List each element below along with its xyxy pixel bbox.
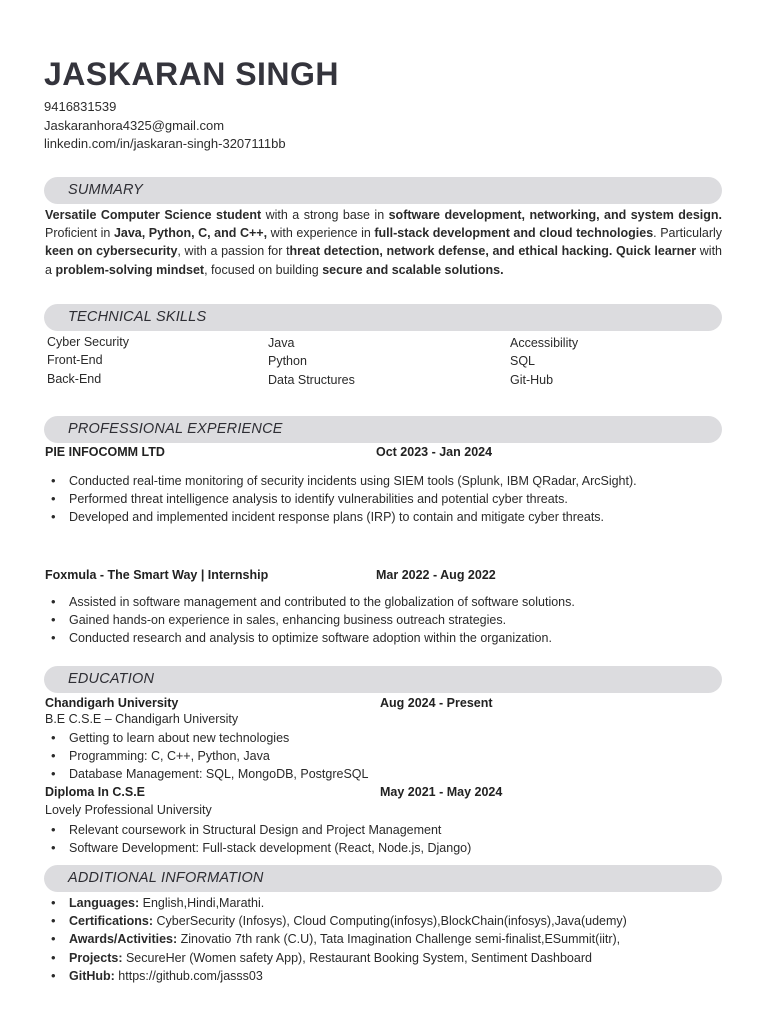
- skill-item: Back-End: [47, 371, 102, 386]
- summary-text: with a: [45, 244, 722, 277]
- summary-text: , focused on building: [204, 262, 323, 277]
- item-text: SecureHer (Women safety App), Restaurant Booking System, Sentiment Dashboard: [122, 950, 592, 965]
- school-name: Diploma In C.S.E: [45, 785, 146, 799]
- skill-item: Cyber Security: [47, 335, 129, 349]
- education-header: [45, 785, 722, 803]
- item-label: Certifications:: [69, 914, 154, 929]
- bullet-item: • Programming: C, C++, Python, Java: [45, 747, 695, 765]
- summary-text: Proficient in: [45, 226, 114, 241]
- company-name: Foxmula - The Smart Way | Internship: [45, 568, 269, 582]
- summary-text: with a strong base in: [261, 208, 389, 222]
- skill-item: Java: [268, 336, 295, 350]
- summary-paragraph: [45, 206, 722, 279]
- additional-info-list: [45, 894, 722, 985]
- bullet-item: • Gained hands-on experience in sales, enhancing business outreach strategies.: [45, 611, 695, 629]
- degree-line: B.E C.S.E – Chandigarh University: [45, 712, 239, 726]
- summary-text: keen on cybersecurity: [45, 244, 178, 259]
- job-header: [45, 445, 722, 463]
- skill-item: Data Structures: [268, 372, 355, 387]
- bullet-item: • Conducted real-time monitoring of security incidents using SIEM tools (Splunk, IBM QRadar, ArcSight).: [45, 472, 655, 490]
- bullet-item: • Software Development: Full-stack development (React, Node.js, Django): [45, 839, 695, 857]
- item-text: English,Hindi,Marathi.: [139, 896, 265, 910]
- job-header: [45, 568, 722, 586]
- section-header-technical-skills: [44, 304, 722, 331]
- bullet-item: • Getting to learn about new technologies: [45, 729, 695, 747]
- bullet-item: • Relevant coursework in Structural Design and Project Management: [45, 821, 695, 839]
- section-title: PROFESSIONAL EXPERIENCE: [68, 421, 283, 437]
- summary-text: . Particularly: [653, 226, 723, 241]
- section-title: SUMMARY: [68, 182, 143, 198]
- item-text: CyberSecurity (Infosys), Cloud Computing(infosys),BlockChain(infosys),Java(udemy): [153, 914, 627, 929]
- summary-text: problem-solving mindset: [55, 262, 205, 277]
- job-dates: Oct 2023 - Jan 2024: [376, 445, 493, 459]
- education-bullets: [45, 729, 695, 784]
- skill-item: Front-End: [47, 353, 103, 368]
- company-name: PIE INFOCOMM LTD: [45, 445, 165, 459]
- summary-text: Versatile Computer Science student: [45, 208, 262, 222]
- skills-column-2: [268, 334, 355, 389]
- linkedin-url: linkedin.com/in/jaskaran-singh-3207111bb: [44, 136, 286, 151]
- additional-item: [45, 949, 722, 967]
- skills-column-3: [510, 334, 578, 389]
- item-label: Projects:: [69, 950, 123, 965]
- summary-text: software development, networking, and system design.: [388, 208, 723, 222]
- item-text: https://github.com/jasss03: [114, 968, 263, 983]
- section-title: TECHNICAL SKILLS: [68, 309, 207, 325]
- job-bullets: [45, 472, 655, 527]
- bullet-item: • Performed threat intelligence analysis to identify vulnerabilities and potential cyber threats.: [45, 490, 655, 508]
- additional-item: [45, 894, 722, 912]
- skill-item: SQL: [510, 354, 536, 369]
- bullet-item: • Database Management: SQL, MongoDB, PostgreSQL: [45, 765, 695, 783]
- section-header-additional-information: [44, 865, 722, 892]
- summary-text: hreat detection, network defense, and ethical hacking. Quick learner: [289, 244, 697, 259]
- section-header-summary: [44, 177, 722, 204]
- degree-line: Lovely Professional University: [45, 803, 212, 817]
- additional-item: [45, 967, 722, 985]
- skills-column-1: [47, 333, 129, 388]
- section-title: EDUCATION: [68, 671, 155, 687]
- item-label: Languages:: [69, 896, 140, 910]
- email-address: Jaskaranhora4325@gmail.com: [44, 117, 225, 133]
- job-dates: Mar 2022 - Aug 2022: [376, 568, 496, 582]
- section-header-experience: [44, 416, 722, 443]
- education-bullets: [45, 821, 695, 857]
- item-text: Zinovatio 7th rank (C.U), Tata Imagination Challenge semi-finalist,ESummit(iitr),: [177, 932, 621, 947]
- summary-text: , with a passion for t: [177, 244, 290, 259]
- section-header-education: [44, 666, 722, 693]
- summary-text: secure and scalable solutions.: [322, 262, 504, 277]
- bullet-item: • Assisted in software management and contributed to the globalization of software solutions.: [45, 593, 695, 611]
- school-name: Chandigarh University: [45, 696, 179, 710]
- education-dates: May 2021 - May 2024: [380, 785, 503, 799]
- candidate-name: JASKARAN SINGH: [44, 56, 340, 92]
- skill-item: Git-Hub: [510, 372, 554, 387]
- job-bullets: [45, 593, 695, 648]
- contact-info: [44, 98, 286, 154]
- education-dates: Aug 2024 - Present: [380, 696, 493, 710]
- bullet-item: • Conducted research and analysis to optimize software adoption within the organization.: [45, 629, 695, 647]
- section-title: ADDITIONAL INFORMATION: [68, 870, 264, 886]
- summary-text: full-stack development and cloud technologies: [374, 226, 654, 241]
- item-label: GitHub:: [69, 968, 115, 983]
- additional-item: [45, 930, 722, 948]
- item-label: Awards/Activities:: [69, 932, 178, 947]
- skill-item: Python: [268, 354, 307, 369]
- additional-item: [45, 912, 722, 930]
- summary-text: Java, Python, C, and C++,: [113, 226, 268, 241]
- skill-item: Accessibility: [510, 336, 579, 350]
- bullet-item: • Developed and implemented incident response plans (IRP) to contain and mitigate cyber threats.: [45, 508, 655, 526]
- phone-number: 9416831539: [44, 99, 117, 114]
- summary-text: with experience in: [267, 226, 375, 241]
